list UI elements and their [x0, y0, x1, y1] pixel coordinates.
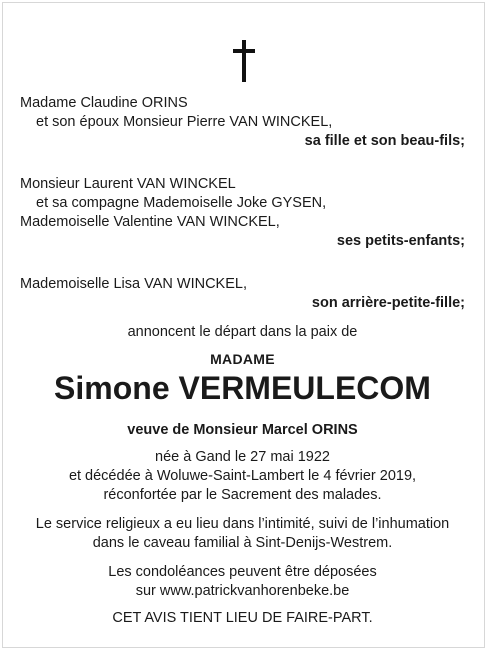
condolences-line-1: Les condoléances peuvent être déposées: [108, 564, 377, 580]
relation-grandchildren: ses petits-enfants;: [336, 233, 465, 249]
notice-line: CET AVIS TIENT LIEU DE FAIRE-PART.: [112, 610, 373, 626]
family-line-3: Monsieur Laurent VAN WINCKEL: [20, 176, 236, 192]
relation-great-granddaughter: son arrière-petite-fille;: [311, 295, 465, 311]
sacrament-line: réconfortée par le Sacrement des malades.: [103, 487, 382, 503]
relation-daughter: sa fille et son beau-fils;: [304, 133, 465, 149]
widow-of: veuve de Monsieur Marcel ORINS: [127, 422, 358, 438]
service-line-2: dans le caveau familial à Sint-Denijs-Westrem.: [92, 535, 393, 551]
birth-line: née à Gand le 27 mai 1922: [155, 449, 330, 465]
family-line-6: Mademoiselle Lisa VAN WINCKEL,: [20, 276, 247, 292]
honorific: MADAME: [210, 351, 275, 367]
death-line: et décédée à Woluwe-Saint-Lambert le 4 février 2019,: [68, 468, 417, 484]
announce-text: annoncent le départ dans la paix de: [127, 324, 358, 340]
family-line-5: Mademoiselle Valentine VAN WINCKEL,: [20, 214, 280, 230]
condolences-line-2: sur www.patrickvanhorenbeke.be: [135, 583, 350, 599]
deceased-name: Simone VERMEULECOM: [54, 370, 431, 406]
service-line-1: Le service religieux a eu lieu dans l’intimité, suivi de l’inhumation: [35, 516, 450, 532]
family-line-1: Madame Claudine ORINS: [20, 95, 188, 111]
cross-icon: [230, 40, 258, 82]
family-line-2: et son époux Monsieur Pierre VAN WINCKEL,: [36, 114, 333, 130]
family-line-4: et sa compagne Mademoiselle Joke GYSEN,: [36, 195, 327, 211]
